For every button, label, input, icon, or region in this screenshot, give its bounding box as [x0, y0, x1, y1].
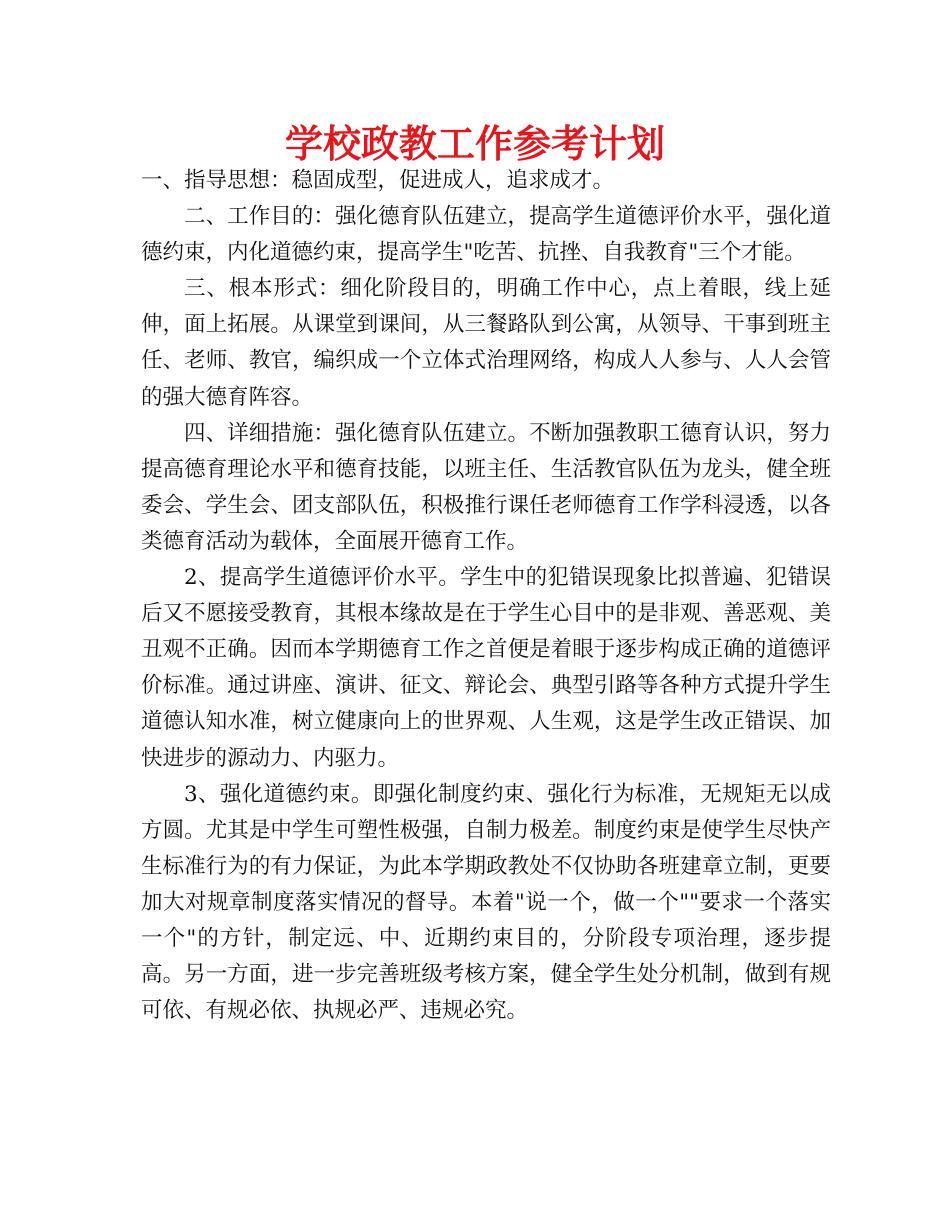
paragraph-basic-form: 三、根本形式：细化阶段目的，明确工作中心，点上着眼，线上延伸，面上拓展。从课堂到课间，从三餐路队到公寓，从领导、干事到班主任、老师、教官，编织成一个立体式治理网络，构成人人参与、人人会管的强大德育阵容。 — [141, 276, 831, 410]
paragraph-detailed-measures: 四、详细措施：强化德育队伍建立。不断加强教职工德育认识，努力提高德育理论水平和德育技能，以班主任、生活教官队伍为龙头，健全班委会、学生会、团支部队伍，积极推行课任老师德育工作学科浸透，以各类德育活动为载体，全面展开德育工作。 — [141, 420, 831, 554]
paragraph-moral-constraint: 3、强化道德约束。即强化制度约束、强化行为标准，无规矩无以成方圆。尤其是中学生可塑性极强，自制力极差。制度约束是使学生尽快产生标准行为的有力保证，为此本学期政教处不仅协助各班建章立制，更要加大对规章制度落实情况的督导。本着"说一个，做一个""要求一个落实一个"的方针，制定远、中、近期约束目的，分阶段专项治理，逐步提高。另一方面，进一步完善班级考核方案，健全学生处分机制，做到有规可依、有规必依、执规必严、违规必究。 — [141, 781, 831, 1024]
document-title: 学校政教工作参考计划 — [284, 122, 665, 166]
paragraph-moral-evaluation: 2、提高学生道德评价水平。学生中的犯错误现象比拟普遍、犯错误后又不愿接受教育，其根本缘故是在于学生心目中的是非观、善恶观、美丑观不正确。因而本学期德育工作之首便是着眼于逐步构成正确的道德评价标准。通过讲座、演讲、征文、辩论会、典型引路等各种方式提升学生道德认知水准，树立健康向上的世界观、人生观，这是学生改正错误、加快进步的源动力、内驱力。 — [141, 565, 831, 771]
document-body — [141, 163, 831, 1029]
paragraph-guiding-thought: 一、指导思想：稳固成型，促进成人，追求成才。 — [141, 168, 615, 193]
paragraph-work-goal: 二、工作目的：强化德育队伍建立，提高学生道德评价水平，强化道德约束，内化道德约束，提高学生"吃苦、抗挫、自我教育"三个才能。 — [141, 204, 831, 266]
